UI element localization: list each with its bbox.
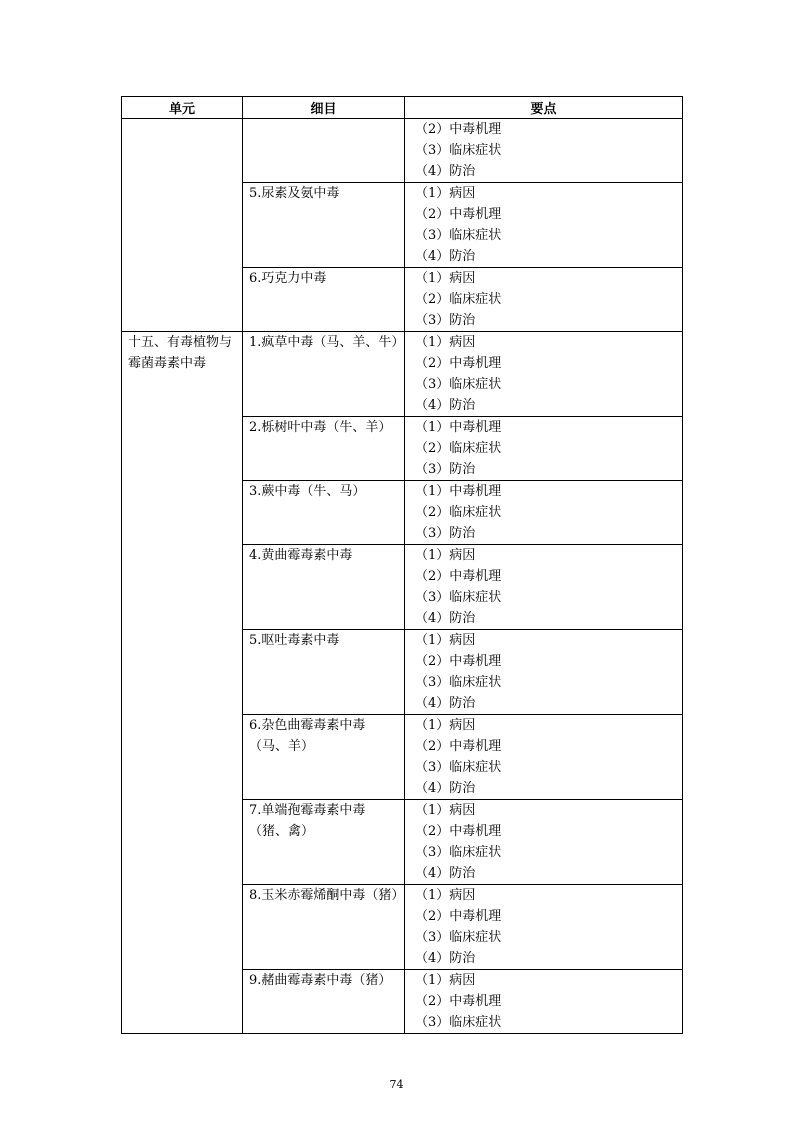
point-item: （4）防治 — [415, 866, 476, 881]
point-item: （3）防治 — [415, 462, 476, 477]
item-label: 2.栎树叶中毒（牛、羊） — [249, 420, 392, 435]
point-item: （2）中毒机理 — [415, 654, 502, 669]
item-cell — [243, 970, 405, 1034]
item-cell — [243, 800, 405, 885]
point-item: （1）病因 — [415, 803, 476, 818]
point-item: （3）临床症状 — [415, 590, 502, 605]
points-cell — [405, 417, 683, 481]
point-item: （3）临床症状 — [415, 760, 502, 775]
point-item: （1）病因 — [415, 548, 476, 563]
point-item: （2）中毒机理 — [415, 739, 502, 754]
point-item: （4）防治 — [415, 951, 476, 966]
item-label: 4.黄曲霉毒素中毒 — [249, 548, 353, 563]
points-cell — [405, 481, 683, 545]
header-unit: 单元 — [122, 97, 243, 119]
point-item: （1）中毒机理 — [415, 484, 502, 499]
points-cell — [405, 715, 683, 800]
unit-cell: 十五、有毒植物与霉菌毒素中毒 — [122, 332, 243, 1034]
point-item: （3）防治 — [415, 526, 476, 541]
point-item: （4）防治 — [415, 781, 476, 796]
point-item: （1）病因 — [415, 633, 476, 648]
item-cell — [243, 268, 405, 332]
point-item: （3）防治 — [415, 313, 476, 328]
points-cell — [405, 119, 683, 183]
point-item: （2）中毒机理 — [415, 207, 502, 222]
item-label: 6.杂色曲霉毒素中毒（马、羊） — [249, 718, 366, 754]
points-cell — [405, 545, 683, 630]
point-item: （3）临床症状 — [415, 1015, 502, 1030]
point-item: （3）临床症状 — [415, 930, 502, 945]
point-item: （3）临床症状 — [415, 377, 502, 392]
point-item: （2）临床症状 — [415, 292, 502, 307]
table-row — [122, 119, 683, 183]
point-item: （2）中毒机理 — [415, 569, 502, 584]
point-item: （2）中毒机理 — [415, 909, 502, 924]
point-item: （1）病因 — [415, 335, 476, 350]
point-item: （3）临床症状 — [415, 143, 502, 158]
points-cell — [405, 885, 683, 970]
points-cell — [405, 970, 683, 1034]
point-item: （1）病因 — [415, 888, 476, 903]
item-cell — [243, 630, 405, 715]
item-cell — [243, 332, 405, 417]
item-label: 9.赭曲霉毒素中毒（猪） — [249, 973, 392, 988]
page-number: 74 — [389, 1078, 404, 1091]
points-cell — [405, 630, 683, 715]
points-cell — [405, 183, 683, 268]
points-cell — [405, 800, 683, 885]
point-item: （1）病因 — [415, 973, 476, 988]
item-label: 6.巧克力中毒 — [249, 271, 327, 286]
point-item: （3）临床症状 — [415, 845, 502, 860]
item-label: 5.尿素及氨中毒 — [249, 186, 340, 201]
points-cell — [405, 268, 683, 332]
point-item: （2）中毒机理 — [415, 356, 502, 371]
point-item: （2）临床症状 — [415, 441, 502, 456]
header-points: 要点 — [405, 97, 683, 119]
points-cell — [405, 332, 683, 417]
item-label: 8.玉米赤霉烯酮中毒（猪） — [249, 888, 405, 903]
point-item: （1）病因 — [415, 186, 476, 201]
item-label: 1.疯草中毒（马、羊、牛） — [249, 335, 405, 350]
item-label: 3.蕨中毒（牛、马） — [249, 484, 366, 499]
point-item: （2）临床症状 — [415, 505, 502, 520]
point-item: （2）中毒机理 — [415, 122, 502, 137]
point-item: （4）防治 — [415, 164, 476, 179]
point-item: （4）防治 — [415, 398, 476, 413]
point-item: （2）中毒机理 — [415, 824, 502, 839]
item-cell — [243, 715, 405, 800]
point-item: （3）临床症状 — [415, 228, 502, 243]
table-body — [122, 119, 683, 1034]
point-item: （1）病因 — [415, 271, 476, 286]
item-cell — [243, 885, 405, 970]
item-cell — [243, 417, 405, 481]
item-cell — [243, 119, 405, 183]
point-item: （2）中毒机理 — [415, 994, 502, 1009]
item-label: 5.呕吐毒素中毒 — [249, 633, 340, 648]
point-item: （4）防治 — [415, 696, 476, 711]
item-cell — [243, 481, 405, 545]
item-cell — [243, 545, 405, 630]
item-cell — [243, 183, 405, 268]
table-row — [122, 332, 683, 417]
point-item: （4）防治 — [415, 249, 476, 264]
header-item: 细目 — [243, 97, 405, 119]
point-item: （1）病因 — [415, 718, 476, 733]
point-item: （1）中毒机理 — [415, 420, 502, 435]
point-item: （3）临床症状 — [415, 675, 502, 690]
point-item: （4）防治 — [415, 611, 476, 626]
table-header-row — [122, 97, 683, 119]
unit-cell — [122, 119, 243, 332]
syllabus-table — [121, 96, 683, 1034]
item-label: 7.单端孢霉毒素中毒（猪、禽） — [249, 803, 366, 839]
